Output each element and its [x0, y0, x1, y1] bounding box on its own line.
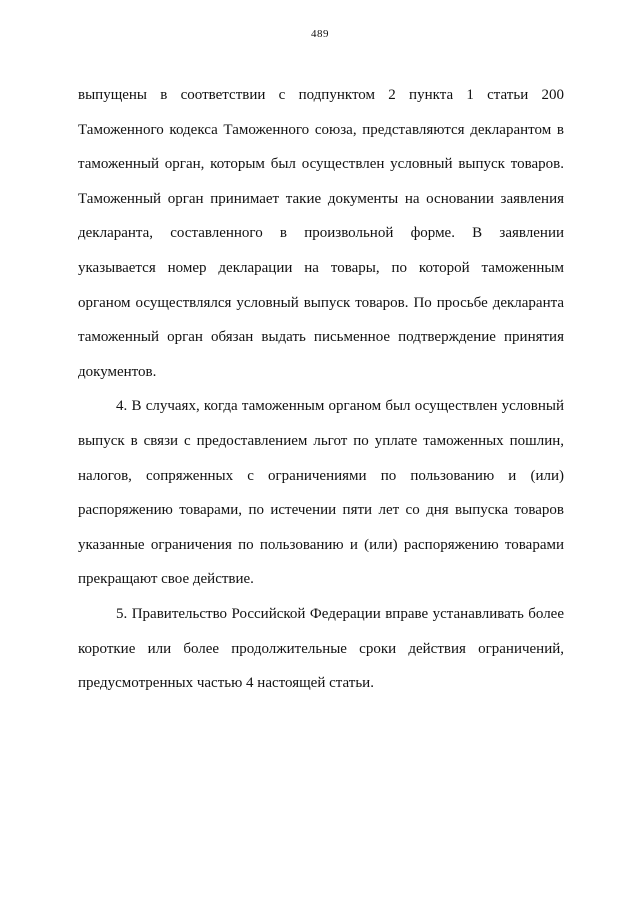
- text-line: 5. Правительство Российской Федерации вправе устанавливать более: [116, 605, 564, 622]
- text-line: указанные ограничения по пользованию и (или) распоряжению товарами: [78, 536, 564, 553]
- text-line: указывается номер декларации на товары, по которой таможенным: [78, 259, 564, 276]
- text-line: короткие или более продолжительные сроки действия ограничений,: [78, 640, 564, 657]
- text-line: таможенный орган, которым был осуществлен условный выпуск товаров.: [78, 156, 564, 173]
- paragraph-item-4: [78, 389, 564, 597]
- text-line: выпущены в соответствии с подпунктом 2 пункта 1 статьи 200: [78, 87, 564, 103]
- text-line: Таможенный орган принимает такие документы на основании заявления: [78, 190, 564, 207]
- text-line: органом осуществлялся условный выпуск товаров. По просьбе декларанта: [78, 294, 564, 311]
- paragraph-continuation: [78, 78, 564, 389]
- text-line: декларанта, составленного в произвольной форме. В заявлении: [78, 225, 564, 242]
- text-line: Таможенного кодекса Таможенного союза, представляются декларантом в: [78, 121, 564, 138]
- paragraph-item-5: [78, 597, 564, 701]
- text-line: прекращают свое действие.: [78, 571, 254, 588]
- text-line: предусмотренных частью 4 настоящей статьи.: [78, 675, 374, 692]
- text-line: налогов, сопряженных с ограничениями по пользованию и (или): [78, 467, 564, 484]
- page-number: 489: [311, 28, 329, 40]
- text-line: документов.: [78, 363, 157, 380]
- document-body: [78, 78, 564, 701]
- text-line: распоряжению товарами, по истечении пяти лет со дня выпуска товаров: [78, 502, 564, 519]
- text-line: выпуск в связи с предоставлением льгот по уплате таможенных пошлин,: [78, 432, 564, 449]
- text-line: 4. В случаях, когда таможенным органом был осуществлен условный: [116, 398, 564, 415]
- text-line: таможенный орган обязан выдать письменное подтверждение принятия: [78, 329, 564, 346]
